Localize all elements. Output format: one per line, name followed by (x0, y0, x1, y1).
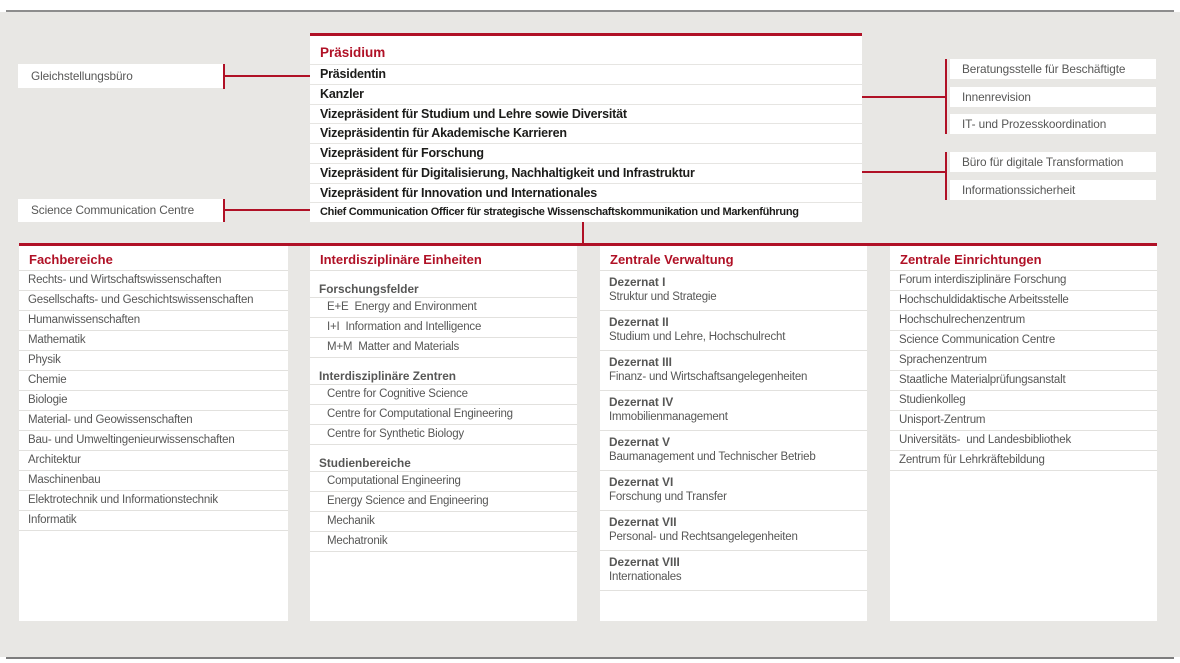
column-item: Sprachenzentrum (890, 351, 1157, 371)
column-item: Humanwissenschaften (19, 311, 288, 331)
praesidium-member-row: Vizepräsident für Digitalisierung, Nachhaltigkeit und Infrastruktur (310, 163, 862, 183)
column-item: Architektur (19, 451, 288, 471)
column-item: Hochschulrechenzentrum (890, 311, 1157, 331)
unit-beratungsstelle: Beratungsstelle für Beschäftigte (950, 59, 1156, 79)
department-name: Dezernat II (609, 315, 669, 329)
department-name: Dezernat VIII (609, 555, 680, 569)
column-item: Mathematik (19, 331, 288, 351)
column-fachbereiche (19, 246, 288, 621)
column-title: Interdisziplinäre Einheiten (310, 246, 577, 271)
praesidium-member-list (310, 64, 862, 222)
connector-stem-praesidium-to-columns (582, 222, 584, 244)
connector-vertical-kanzler-units (945, 59, 947, 134)
connector-vertical-digitalisierung-units (945, 152, 947, 200)
column-item: Bau- und Umweltingenieurwissenschaften (19, 431, 288, 451)
praesidium-member-row: Kanzler (310, 84, 862, 104)
praesidium-member-row: Präsidentin (310, 64, 862, 84)
unit-it-prozesskoordination: IT- und Prozesskoordination (950, 114, 1156, 134)
department-entry (600, 391, 867, 431)
department-entry (600, 551, 867, 591)
connector-horizontal-digitalisierung-units (862, 171, 945, 173)
praesidium-member-row: Vizepräsident für Studium und Lehre sowie Diversität (310, 104, 862, 124)
column-item: Energy Science and Engineering (310, 492, 577, 512)
column-item: Informatik (19, 511, 288, 531)
column-item: Maschinenbau (19, 471, 288, 491)
department-entry (600, 271, 867, 311)
column-item: Centre for Cognitive Science (310, 385, 577, 405)
connector-horizontal-science-communication (225, 209, 310, 211)
column-item: Computational Engineering (310, 472, 577, 492)
column-subheading: Interdisziplinäre Zentren (310, 358, 577, 385)
department-name: Dezernat V (609, 435, 670, 449)
column-item: Gesellschafts- und Geschichtswissenschaften (19, 291, 288, 311)
column-item: I+I Information and Intelligence (310, 318, 577, 338)
column-item: Centre for Synthetic Biology (310, 425, 577, 445)
connector-horizontal-kanzler-units (862, 96, 945, 98)
column-item: Forum interdisziplinäre Forschung (890, 271, 1157, 291)
department-name: Dezernat I (609, 275, 666, 289)
department-desc: Immobilienmanagement (609, 411, 728, 423)
column-item: Science Communication Centre (890, 331, 1157, 351)
column-item: Physik (19, 351, 288, 371)
department-desc: Studium und Lehre, Hochschulrecht (609, 331, 786, 343)
department-entry (600, 311, 867, 351)
department-entry (600, 351, 867, 391)
column-item: Unisport-Zentrum (890, 411, 1157, 431)
unit-innenrevision: Innenrevision (950, 87, 1156, 107)
department-desc: Personal- und Rechtsangelegenheiten (609, 531, 798, 543)
column-item: Staatliche Materialprüfungsanstalt (890, 371, 1157, 391)
column-item: Centre for Computational Engineering (310, 405, 577, 425)
praesidium-title: Präsidium (320, 45, 386, 60)
praesidium-member-row: Vizepräsident für Innovation und Internationales (310, 183, 862, 203)
column-item: Biologie (19, 391, 288, 411)
department-desc: Internationales (609, 571, 682, 583)
department-desc: Baumanagement und Technischer Betrieb (609, 451, 816, 463)
column-interdisziplinaere-einheiten (310, 246, 577, 621)
column-item: M+M Matter and Materials (310, 338, 577, 358)
column-item: Universitäts- und Landesbibliothek (890, 431, 1157, 451)
column-title: Zentrale Verwaltung (600, 246, 867, 271)
column-item: Mechanik (310, 512, 577, 532)
department-desc: Forschung und Transfer (609, 491, 727, 503)
column-zentrale-einrichtungen (890, 246, 1157, 621)
column-subheading: Studienbereiche (310, 445, 577, 472)
department-desc: Finanz- und Wirtschaftsangelegenheiten (609, 371, 808, 383)
unit-informationssicherheit: Informationssicherheit (950, 180, 1156, 200)
praesidium-member-row: Chief Communication Officer für strategische Wissenschaftskommunikation und Markenführung (310, 202, 862, 222)
column-item: Hochschuldidaktische Arbeitsstelle (890, 291, 1157, 311)
department-entry (600, 511, 867, 551)
column-item: Studienkolleg (890, 391, 1157, 411)
column-item: Mechatronik (310, 532, 577, 552)
praesidium-panel (310, 33, 862, 222)
column-title: Zentrale Einrichtungen (890, 246, 1157, 271)
bottom-rule (6, 657, 1174, 659)
department-name: Dezernat III (609, 355, 672, 369)
department-entry (600, 431, 867, 471)
unit-gleichstellungsbuero: Gleichstellungsbüro (18, 64, 223, 88)
column-item: Chemie (19, 371, 288, 391)
column-item: E+E Energy and Environment (310, 298, 577, 318)
column-item: Rechts- und Wirtschaftswissenschaften (19, 271, 288, 291)
department-name: Dezernat VII (609, 515, 677, 529)
column-title: Fachbereiche (19, 246, 288, 271)
top-rule (6, 10, 1174, 12)
praesidium-member-row: Vizepräsidentin für Akademische Karrieren (310, 123, 862, 143)
column-item: Elektrotechnik und Informationstechnik (19, 491, 288, 511)
department-entry (600, 471, 867, 511)
column-zentrale-verwaltung (600, 246, 867, 621)
praesidium-member-row: Vizepräsident für Forschung (310, 143, 862, 163)
column-item: Zentrum für Lehrkräftebildung (890, 451, 1157, 471)
column-subheading: Forschungsfelder (310, 271, 577, 298)
connector-horizontal-gleichstellungsbuero (225, 75, 310, 77)
column-item: Material- und Geowissenschaften (19, 411, 288, 431)
unit-buero-digitale-transformation: Büro für digitale Transformation (950, 152, 1156, 172)
unit-science-communication-centre: Science Communication Centre (18, 199, 223, 222)
department-name: Dezernat VI (609, 475, 674, 489)
department-desc: Struktur und Strategie (609, 291, 717, 303)
department-name: Dezernat IV (609, 395, 674, 409)
